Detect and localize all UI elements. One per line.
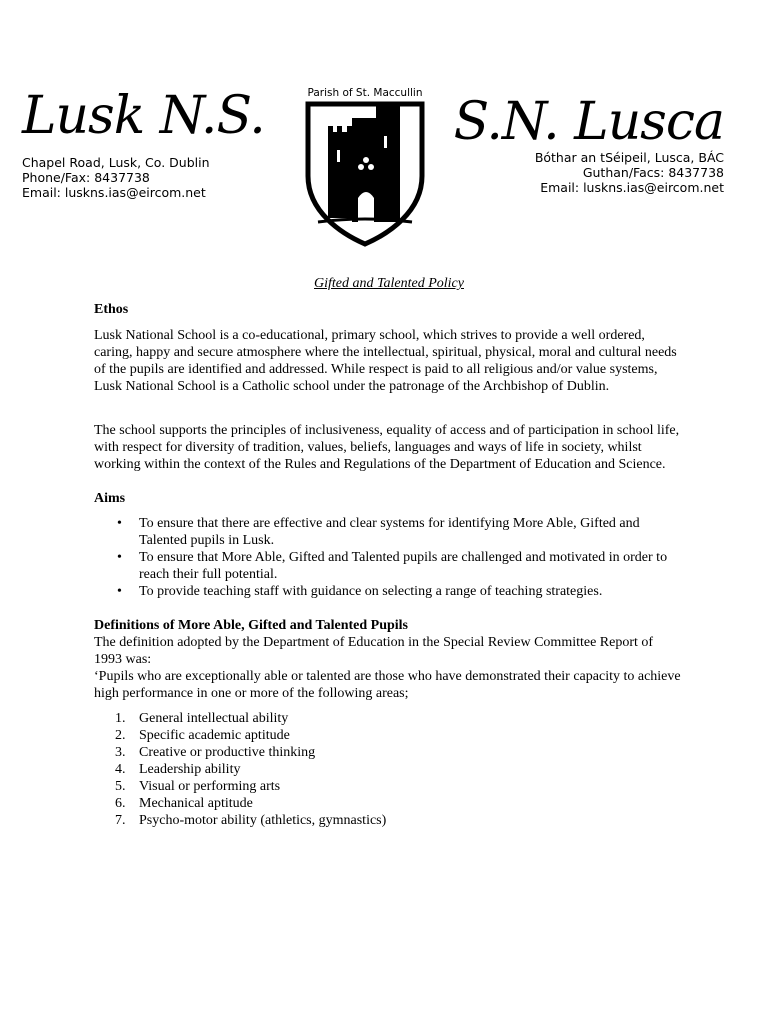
aim-item: • To ensure that More Able, Gifted and Talented pupils are challenged and motivated in order to reach their full potential. — [139, 549, 684, 583]
definition-item — [115, 795, 684, 812]
definition-number: 1. — [115, 711, 126, 726]
definitions-list — [94, 710, 684, 829]
parish-label: Parish of St. Maccullin — [307, 87, 423, 99]
aims-list — [94, 515, 684, 600]
contact-block-irish — [535, 150, 724, 195]
definition-number: 2. — [115, 728, 126, 743]
aim-item: • To ensure that there are effective and clear systems for identifying More Able, Gifted and Talented pupils in Lusk. — [139, 515, 684, 549]
contact-block-english — [22, 155, 210, 200]
definition-text: Mechanical aptitude — [139, 796, 253, 811]
definitions-heading: Definitions of More Able, Gifted and Talented Pupils — [94, 618, 408, 633]
phone-irish: Guthan/Facs: 8437738 — [582, 165, 724, 180]
parish-crest — [300, 86, 430, 246]
definition-number: 7. — [115, 813, 126, 828]
definition-number: 6. — [115, 796, 126, 811]
ethos-paragraph: The school supports the principles of inclusiveness, equality of access and of participation in school life, with respect for diversity of tradition, values, beliefs, languages and ways of life in society, whilst working within the context of the Rules and Regulations of the Department of Education and Science. — [94, 423, 680, 472]
definition-number: 5. — [115, 779, 126, 794]
email-irish: Email: luskns.ias@eircom.net — [540, 180, 724, 195]
aim-item: • To provide teaching staff with guidance on selecting a range of teaching strategies. — [139, 583, 684, 600]
definition-item — [115, 812, 684, 829]
definition-item — [115, 744, 684, 761]
definition-text: Visual or performing arts — [139, 779, 281, 794]
definition-item — [115, 778, 684, 795]
address-english: Chapel Road, Lusk, Co. Dublin — [22, 155, 210, 170]
definition-item — [115, 727, 684, 744]
email-english: Email: luskns.ias@eircom.net — [22, 185, 206, 200]
definition-number: 4. — [115, 762, 126, 777]
castle-crest-icon — [304, 100, 426, 248]
definition-text: General intellectual ability — [139, 711, 289, 726]
school-name-irish: S.N. Lusca — [453, 92, 724, 152]
definitions-intro: The definition adopted by the Department of Education in the Special Review Committee Report of 1993 was: — [94, 635, 654, 667]
definition-item — [115, 710, 684, 727]
definition-number: 3. — [115, 745, 126, 760]
address-irish: Bóthar an tSéipeil, Lusca, BÁC — [534, 150, 724, 165]
document-title: Gifted and Talented Policy — [314, 276, 464, 291]
policy-document — [94, 275, 684, 829]
definition-item — [115, 761, 684, 778]
definition-text: Psycho-motor ability (athletics, gymnastics) — [139, 813, 387, 828]
definition-text: Specific academic aptitude — [139, 728, 290, 743]
phone-english: Phone/Fax: 8437738 — [22, 170, 150, 185]
school-name-english: Lusk N.S. — [22, 86, 265, 146]
ethos-paragraph: Lusk National School is a co-educational, primary school, which strives to provide a well ordered, caring, happy and secure atmosphere where the intellectual, spiritual, physical, moral and cultural needs of the pupils are identified and addressed. While respect is paid to all religious and/or value systems, Lusk National School is a Catholic school under the patronage of the Archbishop of Dublin. — [94, 328, 677, 394]
definition-text: Leadership ability — [139, 762, 241, 777]
ethos-heading: Ethos — [94, 302, 129, 317]
definitions-quote: ‘Pupils who are exceptionally able or talented are those who have demonstrated their capacity to achieve high performance in one or more of the following areas; — [94, 669, 681, 701]
definition-text: Creative or productive thinking — [139, 745, 316, 760]
aims-heading: Aims — [94, 491, 126, 506]
